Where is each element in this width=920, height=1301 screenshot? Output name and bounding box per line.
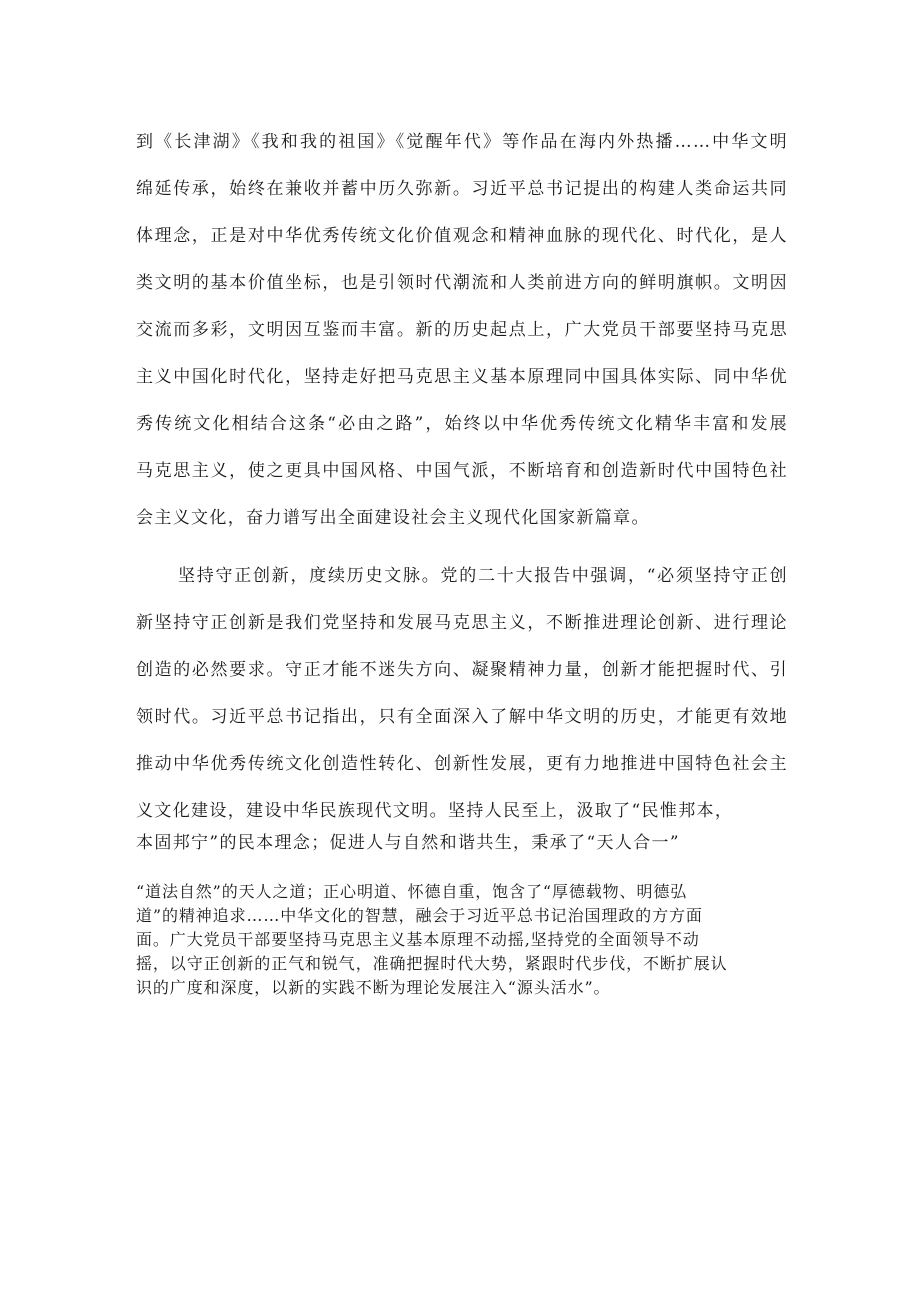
text-line: 创造的必然要求。守正才能不迷失方向、凝聚精神力量，创新才能把握时代、引 <box>136 660 788 680</box>
text-line: 秀传统文化相结合这条“必由之路”，始终以中华优秀传统文化精华丰富和发展 <box>136 414 788 434</box>
text-line: 交流而多彩，文明因互鉴而丰富。新的历史起点上，广大党员干部要坚持马克思 <box>136 320 788 340</box>
text-line: 义文化建设，建设中华民族现代文明。坚持人民至上，汲取了“民惟邦本， <box>136 801 734 821</box>
text-line: 本固邦宁”的民本理念；促进人与自然和谐共生，秉承了“天人合一” <box>136 833 680 853</box>
text-line: 到《长津湖》《我和我的祖国》《觉醒年代》等作品在海内外热播……中华文明 <box>136 132 788 152</box>
text-line: “道法自然”的天人之道；正心明道、怀德自重，饱含了“厚德载物、明德弘 <box>136 882 688 901</box>
text-line: 道”的精神追求……中华文化的智慧，融会于习近平总书记治国理政的方方面 <box>136 906 703 925</box>
text-line: 识的广度和深度，以新的实践不断为理论发展注入“源头活水”。 <box>136 978 611 997</box>
text-line: 主义中国化时代化，坚持走好把马克思主义基本原理同中国具体实际、同中华优 <box>136 367 788 387</box>
text-line: 推动中华优秀传统文化创造性转化、创新性发展，更有力地推进中国特色社会主 <box>136 754 788 774</box>
text-line: 领时代。习近平总书记指出，只有全面深入了解中华文明的历史，才能更有效地 <box>136 707 788 727</box>
text-line: 会主义文化，奋力谱写出全面建设社会主义现代化国家新篇章。 <box>136 508 650 528</box>
text-line: 坚持守正创新，度续历史文脉。党的二十大报告中强调，“必须坚持守正创 <box>178 566 788 586</box>
text-line: 摇，以守正创新的正气和锐气，准确把握时代大势，紧跟时代步伐，不断扩展认 <box>136 954 728 973</box>
text-line: 马克思主义，使之更具中国风格、中国气派，不断培育和创造新时代中国特色社 <box>136 461 788 481</box>
text-line: 体理念，正是对中华优秀传统文化价值观念和精神血脉的现代化、时代化，是人 <box>136 226 788 246</box>
text-line: 新坚持守正创新是我们党坚持和发展马克思主义，不断推进理论创新、进行理论 <box>136 613 788 633</box>
text-line: 绵延传承，始终在兼收并蓄中历久弥新。习近平总书记提出的构建人类命运共同 <box>136 179 788 199</box>
text-line: 类文明的基本价值坐标，也是引领时代潮流和人类前进方向的鲜明旗帜。文明因 <box>136 273 788 293</box>
text-line: 面。广大党员干部要坚持马克思主义基本原理不动摇,坚持党的全面领导不动 <box>136 930 700 949</box>
